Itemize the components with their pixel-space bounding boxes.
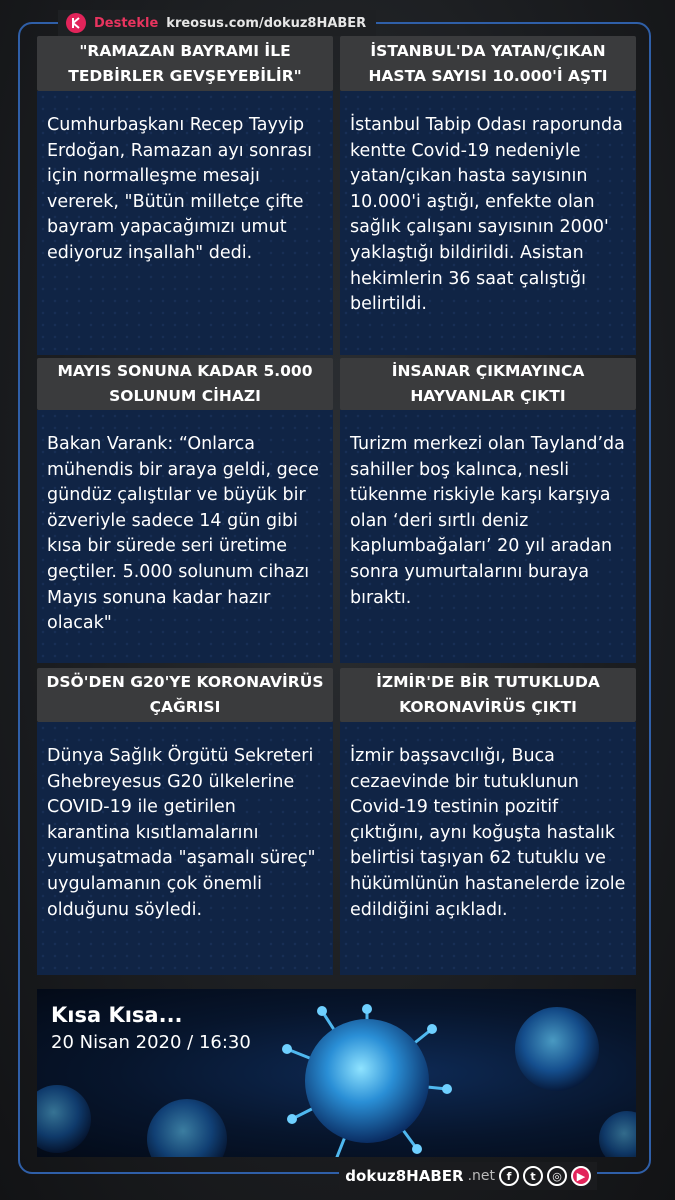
support-label[interactable]: Destekle <box>94 15 159 31</box>
news-item <box>340 358 636 663</box>
news-item <box>37 358 333 663</box>
banner <box>37 989 636 1157</box>
news-text: İzmir başsavcılığı, Buca cezaevinde bir tutuklunun Covid-19 testinin pozitif çıktığını, aynı koğuşta hastalık belirtisi taşıyan 62 tutuklu ve hükümlünün hastanelerde izole edildiğini açıkladı. <box>340 722 636 975</box>
youtube-icon[interactable]: ▶ <box>571 1166 591 1186</box>
kreosus-logo-icon <box>66 13 86 33</box>
news-text: Cumhurbaşkanı Recep Tayyip Erdoğan, Ramazan ayı sonrası için normalleşme mesajı vererek, "Bütün milletçe çifte bayram yapacağımızı umut ediyoruz inşallah" dedi. <box>37 91 333 355</box>
news-item <box>340 668 636 975</box>
banner-date: 20 Nisan 2020 / 16:30 <box>51 1032 251 1053</box>
support-bar[interactable] <box>58 10 376 36</box>
footer-brand <box>339 1162 597 1190</box>
news-title: "RAMAZAN BAYRAMI İLE TEDBİRLER GEVŞEYEBİLİR" <box>37 36 333 91</box>
brand-name: dokuz8HABER <box>345 1167 464 1185</box>
news-grid <box>37 36 636 975</box>
instagram-icon[interactable]: ◎ <box>547 1166 567 1186</box>
news-title: İZMİR'DE BİR TUTUKLUDA KORONAVİRÜS ÇIKTI <box>340 668 636 722</box>
facebook-icon[interactable]: f <box>499 1166 519 1186</box>
news-title: MAYIS SONUNA KADAR 5.000 SOLUNUM CİHAZI <box>37 358 333 410</box>
support-url[interactable]: kreosus.com/dokuz8HABER <box>166 15 367 31</box>
news-item <box>340 36 636 355</box>
news-title: İNSANAR ÇIKMAYINCA HAYVANLAR ÇIKTI <box>340 358 636 410</box>
brand-tld: .net <box>467 1168 495 1184</box>
news-item <box>37 668 333 975</box>
news-title: DSÖ'DEN G20'YE KORONAVİRÜS ÇAĞRISI <box>37 668 333 722</box>
news-text: Dünya Sağlık Örgütü Sekreteri Ghebreyesus G20 ülkelerine COVID-19 ile getirilen karantina kısıtlamalarını yumuşatmada "aşamalı süreç" uygulamanın çok önemli olduğunu söyledi. <box>37 722 333 975</box>
banner-title: Kısa Kısa... <box>51 1003 183 1027</box>
news-item <box>37 36 333 355</box>
news-text: İstanbul Tabip Odası raporunda kentte Covid-19 nedeniyle yatan/çıkan hasta sayısının 10.000'i aştığı, enfekte olan sağlık çalışanı sayısının 2000' yaklaştığı bildirildi. Asistan hekimlerin 36 saat çalıştığı belirtildi. <box>340 91 636 355</box>
news-title: İSTANBUL'DA YATAN/ÇIKAN HASTA SAYISI 10.000'İ AŞTI <box>340 36 636 91</box>
twitter-icon[interactable]: t <box>523 1166 543 1186</box>
news-text: Turizm merkezi olan Tayland’da sahiller boş kalınca, nesli tükenme riskiyle karşı karşıya olan ‘deri sırtlı deniz kaplumbağaları’ 20 yıl aradan sonra yumurtalarını buraya bıraktı. <box>340 410 636 663</box>
news-text: Bakan Varank: “Onlarca mühendis bir araya geldi, gece gündüz çalıştılar ve büyük bir özveriyle sadece 14 gün gibi kısa bir sürede seri üretime geçtiler. 5.000 solunum cihazı Mayıs sonuna kadar hazır olacak" <box>37 410 333 663</box>
